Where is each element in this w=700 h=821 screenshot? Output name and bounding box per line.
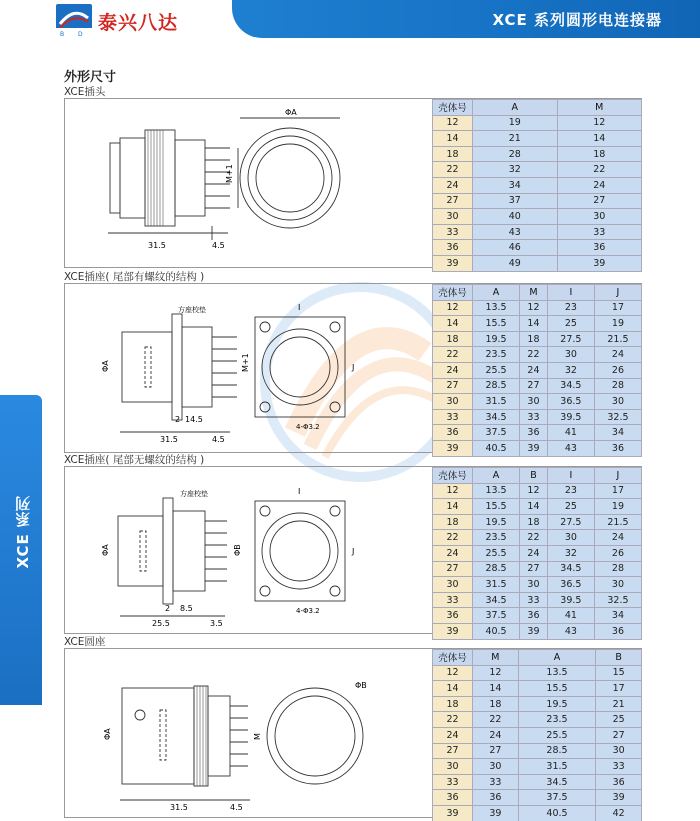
- dimension-cell: 12: [520, 483, 548, 499]
- socket-threaded-dim-holes: 4-Φ3.2: [296, 423, 320, 431]
- table-row: [433, 440, 642, 456]
- col-header: 壳体号: [433, 285, 473, 301]
- dimension-cell: 34.5: [547, 378, 594, 394]
- table-plug: [432, 99, 642, 272]
- plug-dim-tail: 4.5: [212, 241, 225, 250]
- page-title: XCE 系列圆形电连接器: [492, 11, 662, 29]
- dimension-cell: 28: [473, 146, 558, 162]
- dimension-cell: 27: [596, 727, 642, 743]
- round-socket-dim-b: ΦB: [355, 681, 367, 690]
- round-socket-dim-45: 4.5: [230, 803, 243, 812]
- shell-size-cell: 18: [433, 331, 473, 347]
- table-row: [433, 193, 642, 209]
- dimension-cell: 36: [520, 425, 548, 441]
- dimension-cell: 36.5: [547, 394, 594, 410]
- part-label-socket-threaded: XCE插座( 尾部有螺纹的结构 ): [64, 271, 205, 283]
- table-row: [433, 131, 642, 147]
- dimension-cell: 46: [473, 240, 558, 256]
- shell-size-cell: 18: [433, 514, 473, 530]
- header-bar: [232, 0, 700, 38]
- brand-name: 泰兴八达: [98, 12, 179, 34]
- shell-size-cell: 22: [433, 712, 473, 728]
- dimension-cell: 17: [596, 681, 642, 697]
- table-row: [433, 394, 642, 410]
- shell-size-cell: 30: [433, 209, 473, 225]
- dimension-cell: 40.5: [473, 440, 520, 456]
- dimension-cell: 23.5: [473, 530, 520, 546]
- socket-threaded-dim-m: M+1: [241, 353, 250, 372]
- dimension-cell: 32: [547, 362, 594, 378]
- table-row: [433, 514, 642, 530]
- dimension-cell: 22: [557, 162, 642, 178]
- table-row: [433, 209, 642, 225]
- socket-plain-dim-a: ΦA: [101, 544, 110, 556]
- table-row: [433, 577, 642, 593]
- table-row: [433, 115, 642, 131]
- dimension-cell: 39: [473, 805, 519, 821]
- dimension-cell: 36.5: [547, 577, 594, 593]
- dimension-cell: 32: [547, 545, 594, 561]
- dimension-cell: 37.5: [473, 608, 520, 624]
- dimension-cell: 41: [547, 608, 594, 624]
- part-label-round-socket: XCE圆座: [64, 636, 106, 648]
- shell-size-cell: 22: [433, 347, 473, 363]
- dimension-cell: 30: [473, 759, 519, 775]
- shell-size-cell: 30: [433, 394, 473, 410]
- dimension-cell: 22: [520, 530, 548, 546]
- dimension-cell: 40: [473, 209, 558, 225]
- dimension-cell: 27: [473, 743, 519, 759]
- dimension-cell: 19.5: [473, 331, 520, 347]
- dimension-cell: 30: [547, 530, 594, 546]
- dimension-cell: 34: [594, 425, 641, 441]
- dimension-cell: 27: [520, 561, 548, 577]
- table-row: [433, 759, 642, 775]
- dimension-cell: 26: [594, 545, 641, 561]
- socket-threaded-label-gasket: 方座校垫: [178, 306, 206, 314]
- dimension-cell: 32.5: [594, 592, 641, 608]
- dimension-cell: 43: [547, 623, 594, 639]
- shell-size-cell: 39: [433, 255, 473, 271]
- dimension-cell: 36: [473, 790, 519, 806]
- shell-size-cell: 39: [433, 805, 473, 821]
- dimension-cell: 28: [594, 561, 641, 577]
- table-round-socket: [432, 649, 642, 821]
- col-header: M: [557, 100, 642, 116]
- table-row: [433, 300, 642, 316]
- dimension-cell: 14: [520, 499, 548, 515]
- dimension-cell: 33: [473, 774, 519, 790]
- socket-threaded-drawing: [100, 292, 370, 448]
- dimension-cell: 27: [520, 378, 548, 394]
- table-row: [433, 608, 642, 624]
- dimension-cell: 15.5: [473, 316, 520, 332]
- dimension-cell: 19: [594, 499, 641, 515]
- header-brand-area: [0, 0, 250, 38]
- dimension-cell: 24: [520, 362, 548, 378]
- dimension-cell: 36: [557, 240, 642, 256]
- dimension-cell: 24: [594, 530, 641, 546]
- dimension-cell: 19.5: [518, 696, 595, 712]
- dimension-cell: 34: [473, 177, 558, 193]
- dimension-cell: 25.5: [473, 362, 520, 378]
- section-title: 外形尺寸: [64, 70, 117, 85]
- socket-threaded-dim-2: 2: [175, 415, 181, 424]
- table-row: [433, 331, 642, 347]
- dimension-cell: 37.5: [518, 790, 595, 806]
- dimension-cell: 39: [596, 790, 642, 806]
- dimension-cell: 30: [520, 577, 548, 593]
- dimension-cell: 34: [594, 608, 641, 624]
- shell-size-cell: 33: [433, 409, 473, 425]
- socket-plain-dim-holes: 4-Φ3.2: [296, 607, 320, 615]
- dimension-cell: 31.5: [473, 577, 520, 593]
- round-socket-dim-a: ΦA: [103, 728, 112, 740]
- dimension-cell: 22: [473, 712, 519, 728]
- table-header-row: [433, 100, 642, 116]
- dimension-cell: 39.5: [547, 592, 594, 608]
- shell-size-cell: 39: [433, 623, 473, 639]
- round-socket-drawing: [100, 660, 370, 816]
- dimension-cell: 24: [473, 727, 519, 743]
- shell-size-cell: 12: [433, 483, 473, 499]
- socket-threaded-dim-315: 31.5: [160, 435, 178, 444]
- dimension-cell: 33: [520, 592, 548, 608]
- dimension-cell: 39: [520, 440, 548, 456]
- shell-size-cell: 36: [433, 425, 473, 441]
- socket-plain-dim-85: 8.5: [180, 604, 193, 613]
- dimension-cell: 27.5: [547, 331, 594, 347]
- dimension-cell: 12: [473, 665, 519, 681]
- dimension-cell: 36: [594, 623, 641, 639]
- dimension-cell: 12: [557, 115, 642, 131]
- company-logo-icon: [56, 4, 92, 34]
- shell-size-cell: 36: [433, 240, 473, 256]
- col-header: 壳体号: [433, 100, 473, 116]
- dimension-cell: 21.5: [594, 514, 641, 530]
- dimension-cell: 40.5: [518, 805, 595, 821]
- dimension-cell: 39: [520, 623, 548, 639]
- dimension-cell: 36: [520, 608, 548, 624]
- dimension-cell: 13.5: [518, 665, 595, 681]
- dimension-cell: 32: [473, 162, 558, 178]
- table-row: [433, 743, 642, 759]
- dimension-cell: 25.5: [518, 727, 595, 743]
- dimension-cell: 30: [520, 394, 548, 410]
- table-row: [433, 255, 642, 271]
- table-row: [433, 545, 642, 561]
- shell-size-cell: 27: [433, 561, 473, 577]
- col-header: 壳体号: [433, 650, 473, 666]
- dimension-cell: 30: [594, 394, 641, 410]
- socket-plain-dim-j: J: [352, 547, 355, 556]
- dimension-cell: 43: [547, 440, 594, 456]
- dimension-cell: 25: [547, 316, 594, 332]
- dimension-cell: 34.5: [518, 774, 595, 790]
- socket-plain-dim-b: ΦB: [233, 544, 242, 556]
- dimension-cell: 18: [520, 331, 548, 347]
- shell-size-cell: 39: [433, 440, 473, 456]
- dimension-cell: 18: [557, 146, 642, 162]
- dimension-cell: 42: [596, 805, 642, 821]
- dimension-cell: 43: [473, 224, 558, 240]
- shell-size-cell: 14: [433, 316, 473, 332]
- dimension-cell: 21: [473, 131, 558, 147]
- dimension-cell: 23.5: [473, 347, 520, 363]
- dimension-cell: 36: [596, 774, 642, 790]
- shell-size-cell: 27: [433, 193, 473, 209]
- table-row: [433, 696, 642, 712]
- socket-plain-label-gasket: 方座校垫: [180, 490, 208, 498]
- shell-size-cell: 33: [433, 592, 473, 608]
- shell-size-cell: 12: [433, 300, 473, 316]
- dimension-cell: 39.5: [547, 409, 594, 425]
- dimension-cell: 34.5: [547, 561, 594, 577]
- shell-size-cell: 33: [433, 224, 473, 240]
- dimension-cell: 23.5: [518, 712, 595, 728]
- dimension-cell: 15.5: [473, 499, 520, 515]
- col-header: A: [518, 650, 595, 666]
- shell-size-cell: 12: [433, 115, 473, 131]
- col-header: 壳体号: [433, 468, 473, 484]
- socket-plain-dim-i: I: [298, 487, 301, 496]
- table-row: [433, 240, 642, 256]
- socket-plain-dim-35: 3.5: [210, 619, 223, 628]
- dimension-cell: 25.5: [473, 545, 520, 561]
- dimension-cell: 19.5: [473, 514, 520, 530]
- round-socket-dim-315: 31.5: [170, 803, 188, 812]
- dimension-cell: 34.5: [473, 592, 520, 608]
- shell-size-cell: 14: [433, 499, 473, 515]
- shell-size-cell: 24: [433, 727, 473, 743]
- table-socket-threaded: [432, 284, 642, 457]
- dimension-cell: 39: [557, 255, 642, 271]
- dimension-cell: 30: [547, 347, 594, 363]
- table-row: [433, 561, 642, 577]
- col-header: J: [594, 468, 641, 484]
- table-row: [433, 177, 642, 193]
- dimension-cell: 18: [473, 696, 519, 712]
- dimension-cell: 28.5: [518, 743, 595, 759]
- dimension-cell: 19: [594, 316, 641, 332]
- dimension-cell: 28.5: [473, 561, 520, 577]
- shell-size-cell: 22: [433, 162, 473, 178]
- col-header: A: [473, 100, 558, 116]
- dimension-cell: 21: [596, 696, 642, 712]
- dimension-cell: 30: [557, 209, 642, 225]
- dimension-cell: 25: [596, 712, 642, 728]
- col-header: B: [520, 468, 548, 484]
- dimension-cell: 25: [547, 499, 594, 515]
- dimension-cell: 17: [594, 483, 641, 499]
- dimension-cell: 21.5: [594, 331, 641, 347]
- socket-plain-dim-2: 2: [165, 604, 171, 613]
- dimension-cell: 12: [520, 300, 548, 316]
- socket-threaded-dim-a: ΦA: [101, 360, 110, 372]
- col-header: J: [594, 285, 641, 301]
- table-row: [433, 790, 642, 806]
- table-row: [433, 483, 642, 499]
- shell-size-cell: 30: [433, 577, 473, 593]
- plug-drawing: [100, 108, 370, 258]
- series-side-label: XCE 系列: [14, 495, 32, 569]
- shell-size-cell: 27: [433, 743, 473, 759]
- col-header: I: [547, 285, 594, 301]
- table-row: [433, 316, 642, 332]
- table-row: [433, 805, 642, 821]
- shell-size-cell: 22: [433, 530, 473, 546]
- part-label-plug: XCE插头: [64, 86, 106, 98]
- table-row: [433, 499, 642, 515]
- dimension-cell: 31.5: [473, 394, 520, 410]
- dimension-cell: 36: [594, 440, 641, 456]
- dimension-cell: 14: [520, 316, 548, 332]
- socket-threaded-dim-i: I: [298, 303, 301, 312]
- table-row: [433, 681, 642, 697]
- dimension-cell: 18: [520, 514, 548, 530]
- round-socket-dim-m: M: [253, 733, 262, 740]
- plug-dim-m: M+1: [225, 164, 234, 183]
- table-row: [433, 665, 642, 681]
- dimension-cell: 33: [520, 409, 548, 425]
- table-row: [433, 623, 642, 639]
- shell-size-cell: 18: [433, 696, 473, 712]
- dimension-cell: 24: [557, 177, 642, 193]
- socket-threaded-dim-j: J: [352, 363, 355, 372]
- shell-size-cell: 24: [433, 177, 473, 193]
- socket-threaded-dim-145: 14.5: [185, 415, 203, 424]
- col-header: M: [520, 285, 548, 301]
- shell-size-cell: 27: [433, 378, 473, 394]
- dimension-cell: 19: [473, 115, 558, 131]
- shell-size-cell: 18: [433, 146, 473, 162]
- table-row: [433, 162, 642, 178]
- table-row: [433, 727, 642, 743]
- dimension-cell: 27: [557, 193, 642, 209]
- table-row: [433, 224, 642, 240]
- dimension-cell: 32.5: [594, 409, 641, 425]
- socket-plain-drawing: [100, 476, 370, 630]
- dimension-cell: 37.5: [473, 425, 520, 441]
- socket-plain-dim-255: 25.5: [152, 619, 170, 628]
- dimension-cell: 41: [547, 425, 594, 441]
- dimension-cell: 40.5: [473, 623, 520, 639]
- dimension-cell: 28.5: [473, 378, 520, 394]
- dimension-cell: 23: [547, 483, 594, 499]
- table-socket-plain: [432, 467, 642, 640]
- socket-threaded-dim-45: 4.5: [212, 435, 225, 444]
- series-side-tab: [0, 395, 42, 705]
- shell-size-cell: 24: [433, 545, 473, 561]
- dimension-cell: 34.5: [473, 409, 520, 425]
- table-row: [433, 378, 642, 394]
- dimension-cell: 49: [473, 255, 558, 271]
- dimension-cell: 27.5: [547, 514, 594, 530]
- dimension-cell: 30: [594, 577, 641, 593]
- shell-size-cell: 36: [433, 790, 473, 806]
- dimension-cell: 14: [473, 681, 519, 697]
- col-header: B: [596, 650, 642, 666]
- dimension-cell: 15: [596, 665, 642, 681]
- shell-size-cell: 24: [433, 362, 473, 378]
- col-header: I: [547, 468, 594, 484]
- dimension-cell: 15.5: [518, 681, 595, 697]
- shell-size-cell: 36: [433, 608, 473, 624]
- table-row: [433, 146, 642, 162]
- dimension-cell: 13.5: [473, 300, 520, 316]
- table-row: [433, 712, 642, 728]
- dimension-cell: 14: [557, 131, 642, 147]
- shell-size-cell: 14: [433, 681, 473, 697]
- table-header-row: [433, 468, 642, 484]
- table-row: [433, 774, 642, 790]
- dimension-cell: 23: [547, 300, 594, 316]
- plug-dim-length: 31.5: [148, 241, 166, 250]
- table-header-row: [433, 285, 642, 301]
- dimension-cell: 33: [557, 224, 642, 240]
- dimension-cell: 17: [594, 300, 641, 316]
- col-header: A: [473, 285, 520, 301]
- col-header: M: [473, 650, 519, 666]
- plug-dim-a: ΦA: [285, 108, 297, 117]
- dimension-cell: 28: [594, 378, 641, 394]
- table-row: [433, 530, 642, 546]
- shell-size-cell: 30: [433, 759, 473, 775]
- table-row: [433, 409, 642, 425]
- table-row: [433, 347, 642, 363]
- shell-size-cell: 33: [433, 774, 473, 790]
- table-row: [433, 425, 642, 441]
- dimension-cell: 33: [596, 759, 642, 775]
- logo-letters: B D: [60, 31, 89, 38]
- table-row: [433, 592, 642, 608]
- table-row: [433, 362, 642, 378]
- table-header-row: [433, 650, 642, 666]
- dimension-cell: 24: [594, 347, 641, 363]
- dimension-cell: 22: [520, 347, 548, 363]
- col-header: A: [473, 468, 520, 484]
- dimension-cell: 37: [473, 193, 558, 209]
- dimension-cell: 30: [596, 743, 642, 759]
- shell-size-cell: 14: [433, 131, 473, 147]
- dimension-cell: 24: [520, 545, 548, 561]
- part-label-socket-plain: XCE插座( 尾部无螺纹的结构 ): [64, 454, 205, 466]
- dimension-cell: 26: [594, 362, 641, 378]
- dimension-cell: 31.5: [518, 759, 595, 775]
- dimension-cell: 13.5: [473, 483, 520, 499]
- shell-size-cell: 12: [433, 665, 473, 681]
